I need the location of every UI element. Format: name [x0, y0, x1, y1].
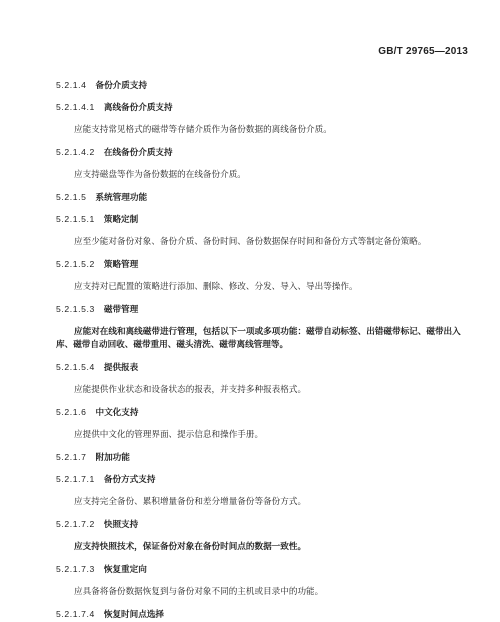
section-title: 快照支持: [103, 520, 139, 530]
section-title: 备份方式支持: [103, 475, 156, 485]
section-number: 5.2.1.7: [56, 452, 87, 462]
section-number: 5.2.1.5.2: [56, 259, 95, 269]
section-heading: [56, 146, 476, 159]
section-heading: [56, 473, 476, 486]
section-heading: [56, 451, 476, 464]
section-title: 离线备份介质支持: [103, 103, 173, 113]
section-title: 恢复时间点选择: [103, 610, 165, 620]
section-title: 备份介质支持: [95, 81, 148, 91]
section-heading: [56, 191, 476, 204]
paragraph: 应能支持常见格式的磁带等存储介质作为备份数据的离线备份介质。: [74, 125, 332, 135]
section-number: 5.2.1.6: [56, 407, 87, 417]
paragraph: 应支持磁盘等作为备份数据的在线备份介质。: [74, 170, 246, 180]
section-heading: [56, 608, 476, 621]
section-heading: [56, 258, 476, 271]
document-body: [56, 79, 476, 621]
section-number: 5.2.1.4.1: [56, 102, 95, 112]
section-title: 恢复重定向: [103, 565, 147, 575]
section-title: 提供报表: [103, 363, 139, 373]
section-number: 5.2.1.7.4: [56, 609, 95, 619]
section-heading: [56, 213, 476, 226]
paragraph: 应能对在线和离线磁带进行管理，包括以下一项或多项功能：磁带自动标签、出错磁带标记、磁带出入库、磁带自动回收、磁带重用、磁头清洗、磁带离线管理等。: [56, 327, 461, 350]
section-heading: [56, 406, 476, 419]
section-number: 5.2.1.7.3: [56, 564, 95, 574]
section-number: 5.2.1.7.1: [56, 474, 95, 484]
section-number: 5.2.1.7.2: [56, 519, 95, 529]
paragraph: 应支持完全备份、累积增量备份和差分增量备份等备份方式。: [74, 497, 307, 507]
section-number: 5.2.1.4.2: [56, 147, 95, 157]
paragraph: 应提供中文化的管理界面、提示信息和操作手册。: [74, 430, 264, 440]
section-title: 策略定制: [103, 215, 139, 225]
section-title: 中文化支持: [95, 408, 139, 418]
section-title: 系统管理功能: [95, 193, 148, 203]
section-heading: [56, 361, 476, 374]
paragraph: 应支持对已配置的策略进行添加、删除、修改、分发、导入、导出等操作。: [74, 282, 358, 292]
paragraph: 应具备将备份数据恢复到与备份对象不同的主机或目录中的功能。: [74, 587, 324, 597]
paragraph: 应至少能对备份对象、备份介质、备份时间、备份数据保存时间和备份方式等制定备份策略。: [74, 237, 427, 247]
section-title: 磁带管理: [103, 305, 139, 315]
section-number: 5.2.1.4: [56, 80, 87, 90]
section-heading: [56, 101, 476, 114]
paragraph: 应能提供作业状态和设备状态的报表，并支持多种报表格式。: [74, 385, 307, 395]
section-heading: [56, 518, 476, 531]
section-heading: [56, 79, 476, 92]
section-number: 5.2.1.5.4: [56, 362, 95, 372]
standard-code-header: GB/T 29765—2013: [378, 46, 468, 57]
section-heading: [56, 303, 476, 316]
paragraph: 应支持快照技术，保证备份对象在备份时间点的数据一致性。: [74, 542, 307, 552]
section-number: 5.2.1.5.1: [56, 214, 95, 224]
section-title: 在线备份介质支持: [103, 148, 173, 158]
section-number: 5.2.1.5: [56, 192, 87, 202]
section-number: 5.2.1.5.3: [56, 304, 95, 314]
section-title: 策略管理: [103, 260, 139, 270]
section-title: 附加功能: [95, 453, 130, 463]
